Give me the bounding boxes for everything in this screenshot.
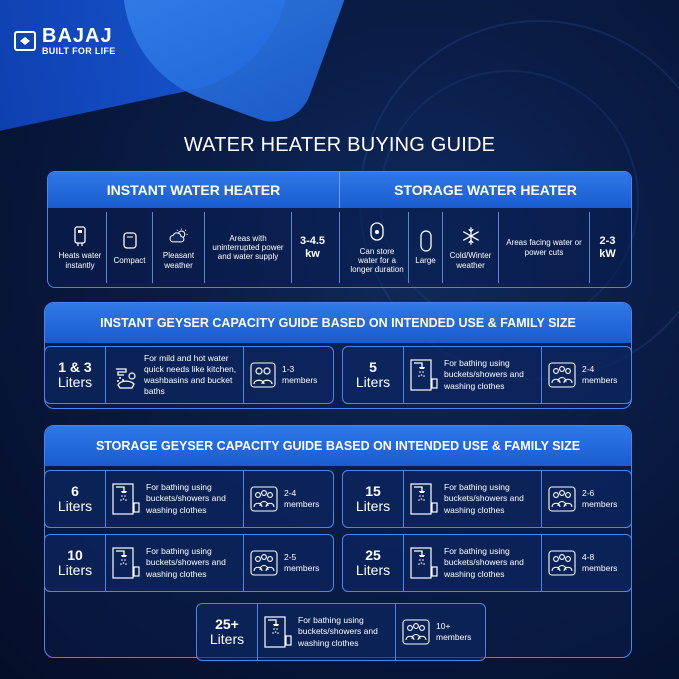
group-icon bbox=[548, 550, 576, 576]
family-size: 10+ members bbox=[395, 604, 485, 660]
large-heater-icon bbox=[416, 230, 436, 252]
family-size: 2-5 members bbox=[243, 535, 333, 591]
intended-use: For bathing using buckets/showers and washing clothes bbox=[403, 535, 541, 591]
capacity-label: 25+ Liters bbox=[209, 615, 245, 647]
storage-features bbox=[346, 212, 625, 283]
shower-icon bbox=[410, 359, 438, 391]
feature-power-rating-storage: 2-3 kW bbox=[589, 212, 625, 283]
family-size: 2-4 members bbox=[243, 471, 333, 527]
water-heater-icon bbox=[70, 225, 90, 247]
storage-card-10-liters bbox=[44, 534, 334, 592]
brand-tagline: BUILT FOR LIFE bbox=[42, 46, 116, 56]
family-size: 2-6 members bbox=[541, 471, 631, 527]
shower-icon bbox=[112, 547, 140, 579]
capacity-label: 6 Liters bbox=[57, 482, 93, 514]
family-size: 4-8 members bbox=[541, 535, 631, 591]
intended-use: For bathing using buckets/showers and washing clothes bbox=[105, 535, 243, 591]
compact-heater-icon bbox=[120, 230, 140, 252]
shower-icon bbox=[410, 483, 438, 515]
feature-large: Large bbox=[408, 212, 442, 283]
feature-store-water: Can store water for a longer duration bbox=[346, 212, 408, 283]
snowflake-icon bbox=[461, 225, 481, 247]
shower-icon bbox=[264, 616, 292, 648]
intended-use: For bathing using buckets/showers and washing clothes bbox=[105, 471, 243, 527]
instant-guide-heading: INSTANT GEYSER CAPACITY GUIDE BASED ON INTENDED USE & FAMILY SIZE bbox=[45, 303, 631, 343]
group-icon bbox=[250, 486, 278, 512]
storage-card-15-liters bbox=[342, 470, 632, 528]
group-icon bbox=[250, 550, 278, 576]
capacity-label: 15 Liters bbox=[355, 482, 391, 514]
instant-card-1-3-liters bbox=[44, 346, 334, 404]
intended-use: For mild and hot water quick needs like kitchen, washbasins and bucket baths bbox=[105, 347, 243, 403]
feature-uninterrupted-supply: Areas with uninterrupted power and water supply bbox=[204, 212, 291, 283]
storage-heater-heading: STORAGE WATER HEATER bbox=[339, 172, 631, 208]
feature-compact: Compact bbox=[106, 212, 152, 283]
page-title: WATER HEATER BUYING GUIDE bbox=[183, 134, 496, 156]
feature-pleasant-weather: Pleasant weather bbox=[152, 212, 204, 283]
family-size: 2-4 members bbox=[541, 347, 631, 403]
intended-use: For bathing using buckets/showers and washing clothes bbox=[403, 471, 541, 527]
capacity-label: 5 Liters bbox=[355, 358, 391, 390]
group-icon bbox=[548, 362, 576, 388]
storage-card-25-plus-liters bbox=[196, 603, 486, 661]
bajaj-logo-icon bbox=[14, 31, 36, 51]
brand-logo bbox=[14, 26, 116, 56]
heater-comparison-panel bbox=[47, 171, 632, 288]
feature-power-rating: 3-4.5 kw bbox=[291, 212, 333, 283]
instant-card-5-liters bbox=[342, 346, 632, 404]
storage-guide-heading: STORAGE GEYSER CAPACITY GUIDE BASED ON INTENDED USE & FAMILY SIZE bbox=[45, 426, 631, 466]
instant-heater-heading: INSTANT WATER HEATER bbox=[48, 172, 339, 208]
storage-heater-icon bbox=[367, 221, 387, 243]
capacity-label: 25 Liters bbox=[355, 546, 391, 578]
sun-cloud-icon bbox=[169, 225, 189, 247]
intended-use: For bathing using buckets/showers and washing clothes bbox=[403, 347, 541, 403]
brand-name: BAJAJ bbox=[42, 25, 113, 47]
instant-features bbox=[54, 212, 333, 283]
storage-card-25-liters bbox=[342, 534, 632, 592]
family-icon bbox=[250, 362, 276, 388]
shower-icon bbox=[410, 547, 438, 579]
capacity-label: 1 & 3 Liters bbox=[57, 358, 93, 390]
feature-heats-instantly: Heats water instantly bbox=[54, 212, 106, 283]
group-icon bbox=[402, 619, 430, 645]
intended-use: For bathing using buckets/showers and washing clothes bbox=[257, 604, 395, 660]
capacity-label: 10 Liters bbox=[57, 546, 93, 578]
shower-icon bbox=[112, 483, 140, 515]
feature-cold-weather: Cold/Winter weather bbox=[442, 212, 498, 283]
feature-water-power-cuts: Areas facing water or power cuts bbox=[498, 212, 589, 283]
storage-card-6-liters bbox=[44, 470, 334, 528]
family-size: 1-3 members bbox=[243, 347, 333, 403]
group-icon bbox=[548, 486, 576, 512]
washing-hands-icon bbox=[112, 361, 138, 389]
